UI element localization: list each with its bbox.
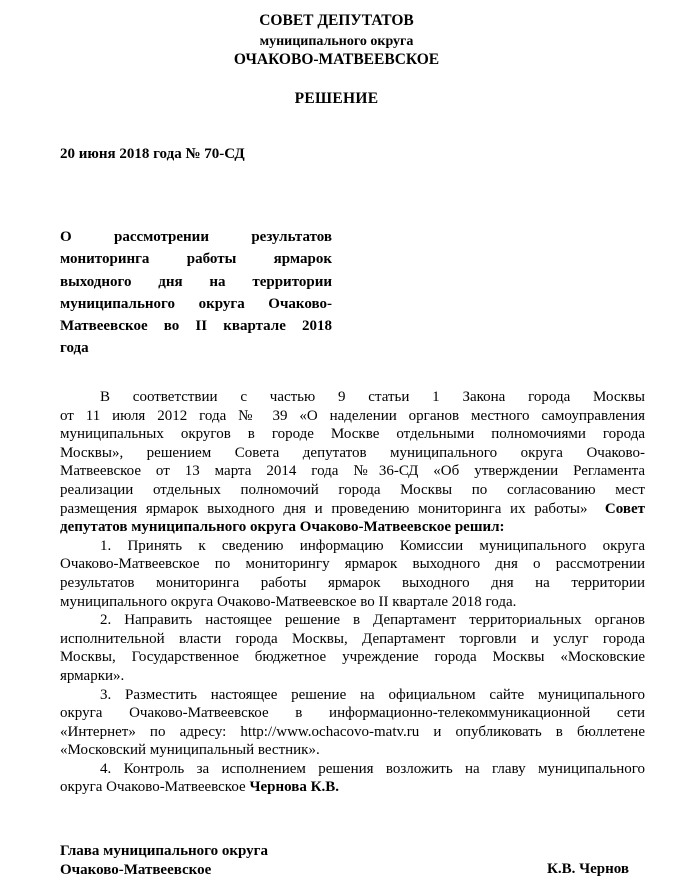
item-1 [60, 537, 645, 611]
preamble-line: муниципальных округов в городе Москве отдельными полномочиями города [60, 426, 645, 443]
item-line: Москвы, Государственное бюджетное учреждение города Москвы «Московские [60, 649, 645, 666]
item-line-final: округа Очаково-Матвеевское Чернова К.В. [60, 779, 339, 796]
item-line: 2. Направить настоящее решение в Департамент территориальных органов [100, 612, 645, 629]
item-line: ярмарки». [60, 667, 125, 684]
subject-line: выходного дня на территории [60, 273, 332, 290]
preamble-resolved: депутатов муниципального округа Очаково-Матвеевское решил: [60, 519, 505, 536]
signature-name: К.В. Чернов [547, 861, 630, 877]
subject-line: О рассмотрении результатов [60, 229, 332, 245]
item-line: исполнительной власти города Москвы, Департамент торговли и услуг города [60, 630, 645, 647]
subject-line: мониторинга работы ярмарок [60, 251, 332, 268]
council-title: СОВЕТ ДЕПУТАТОВ [259, 12, 414, 29]
item-line: округа Очаково-Матвеевское в информационно-телекоммуникационной сети [60, 705, 645, 722]
item-line: «Интернет» по адресу: http://www.ochacovo-matv.ru и опубликовать в бюллетене [60, 723, 645, 740]
item-line: 1. Принять к сведению информацию Комиссии муниципального округа [100, 537, 645, 554]
item-line: «Московский муниципальный вестник». [60, 742, 320, 759]
item-line: 3. Разместить настоящее решение на официальном сайте муниципального [100, 686, 645, 703]
decision-date: 20 июня 2018 года № 70-СД [60, 146, 245, 162]
preamble-line: Москвы», решением Совета депутатов муниципального округа Очаково- [60, 444, 645, 461]
preamble-line: В соответствии с частью 9 статьи 1 Закона города Москвы [100, 389, 645, 405]
item-4 [60, 760, 645, 797]
preamble-line: реализации отдельных полномочий города Москвы по согласованию мест [60, 481, 645, 498]
preamble-line: от 11 июля 2012 года № 39 «О наделении органов местного самоуправления [60, 407, 645, 424]
preamble-line-with-bold: размещения ярмарок выходного дня и проведению мониторинга их работы» Совет [60, 500, 645, 517]
item-line: Очаково-Матвеевское по мониторингу ярмарок выходного дня о рассмотрении [60, 556, 645, 573]
item-line: муниципального округа Очаково-Матвеевское во II квартале 2018 года. [60, 593, 517, 610]
preamble-line: Матвеевское от 13 марта 2014 года №36-СД «Об утверждении Регламента [60, 463, 645, 480]
subject-line: муниципального округа Очаково- [60, 295, 332, 312]
signature-title: Глава муниципального округа Очаково-Матвеевское [60, 843, 268, 878]
district-name: ОЧАКОВО-МАТВЕЕВСКОЕ [233, 51, 440, 68]
district-line: муниципального округа [259, 34, 414, 49]
item-2 [60, 611, 645, 685]
item-3 [60, 686, 645, 760]
subject-line: Матвеевское во II квартале 2018 [60, 318, 332, 335]
preamble [60, 388, 645, 537]
decision-subject [60, 226, 332, 360]
subject-line: года [60, 340, 89, 357]
item-line: результатов мониторинга работы ярмарок выходного дня на территории [60, 574, 645, 591]
responsible-person: Чернова К.В. [249, 779, 339, 796]
preamble-bold-tail: Совет [604, 500, 645, 517]
item-line: 4. Контроль за исполнением решения возложить на главу муниципального [100, 760, 645, 777]
document-type: РЕШЕНИЕ [294, 90, 379, 107]
decision-body [60, 388, 645, 797]
